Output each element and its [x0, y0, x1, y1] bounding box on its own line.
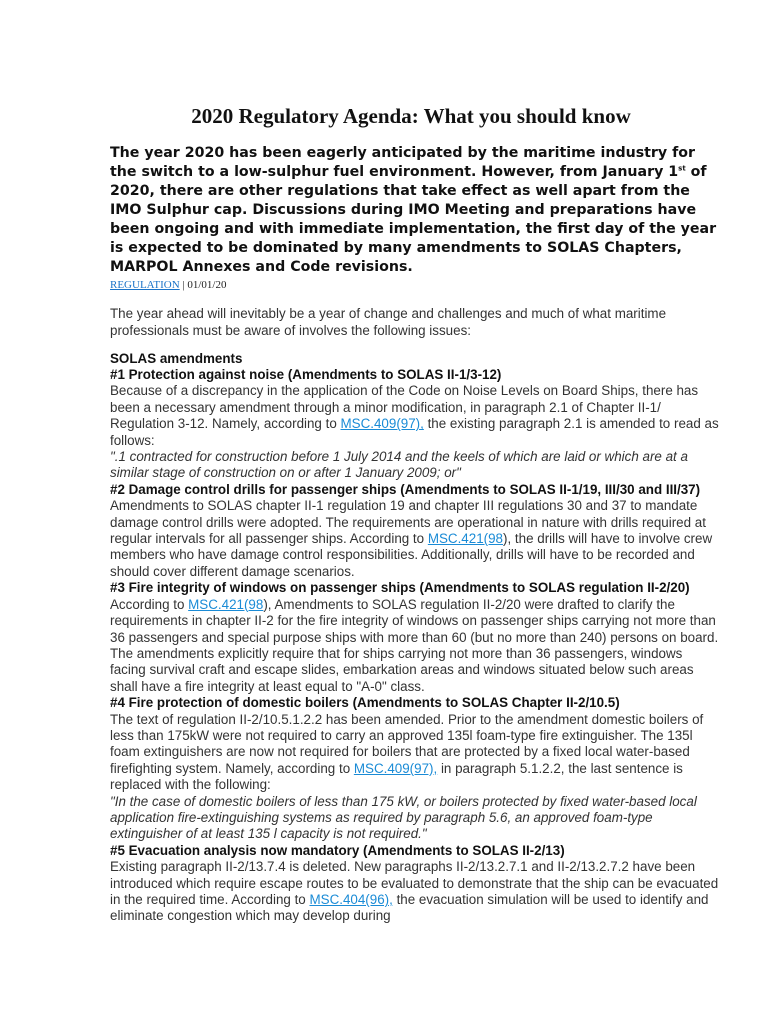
- item-3-text-b: ), Amendments to SOLAS regulation II-2/20 were drafted to clarify the requirements in chapter II-2 for the fire integrity of windows on passenger ships carrying not more than 36 passengers and special purpose ships with more than 60 (but no more than 240) persons on board. The amendments explicitly require that for ships carrying not more than 36 passengers, windows facing survival craft and escape slides, embarkation areas and windows situated below such areas shall have a fire integrity at least equal to "A-0" class.: [110, 596, 719, 694]
- ordinal-superscript: st: [678, 164, 686, 173]
- item-3-text: [110, 597, 720, 695]
- item-4-quote: "In the case of domestic boilers of less than 175 kW, or boilers protected by fixed water-based local application fire-extinguishing systems as required by paragraph 5.6, an approved foam-type extinguisher of at least 135 l capacity is not required.": [110, 793, 697, 842]
- item-4-heading-a: #4 F: [110, 695, 137, 711]
- msc-409-link-2[interactable]: MSC.409(97),: [353, 760, 438, 776]
- msc-421-link[interactable]: MSC.421(98: [427, 531, 504, 547]
- msc-421-link-2[interactable]: MSC.421(98: [188, 596, 264, 612]
- lead-text-part1: The year 2020 has been eagerly anticipated by the maritime industry for the switch to a low-sulphur fuel environment. However, from January 1: [110, 145, 696, 180]
- item-4-text-a: The text of regulation II-2/10.5.1.2.2 has been amended. Prior to the amendment domestic boilers of less than 175kW were not required to carry an approved 135l foam-type fire extinguisher. The 135l foam extinguishers are now not required for boilers that are protected by a fixed local water-based firefighting system. Namely, according to: [110, 711, 704, 776]
- item-1-text: [110, 383, 720, 449]
- publish-date: 01/01/20: [187, 279, 227, 291]
- item-2-text: [110, 498, 720, 580]
- msc-409-link[interactable]: MSC.409(97),: [340, 416, 424, 432]
- item-5-heading: #5 Evacuation analysis now mandatory (Amendments to SOLAS II-2/13): [110, 842, 565, 858]
- item-5-text: [110, 859, 720, 925]
- lead-paragraph: [110, 144, 720, 277]
- item-1-text-a: Because of a discrepancy in the application of the Code on Noise Levels on Board Ships, there has been a necessary amendment through a minor modification, in paragraph 2.1 of Chapter II-1/ Regulation 3-12. Namely, according to: [110, 383, 699, 432]
- item-1-text-b: the existing paragraph 2.1 is amended to read as follows:: [110, 416, 719, 448]
- item-1-heading: #1 Protection against noise (Amendments to SOLAS II-1/3-12): [110, 367, 502, 382]
- section-heading: SOLAS amendments: [110, 351, 243, 366]
- item-4-text: [110, 712, 720, 794]
- item-1-quote: ".1 contracted for construction before 1 July 2014 and the keels of which are laid or which are at a similar stage of construction on or after 1 January 2009; or": [110, 449, 688, 481]
- item-2-heading: #2 Damage control drills for passenger ships (Amendments to SOLAS II-1/19, III/30 and III/37): [110, 481, 701, 497]
- article-meta: [110, 279, 720, 292]
- item-5-text-b: the evacuation simulation will be used to identify and eliminate congestion which may develop during: [110, 892, 709, 924]
- item-2-text-a: Amendments to SOLAS chapter II-1 regulation 19 and chapter III regulations 30 and 37 to mandate damage control drills were adopted. The requirements are operational in nature with drills required at regular intervals for all passenger ships. According to: [110, 498, 706, 547]
- article-body: [110, 351, 720, 925]
- item-5-text-a: Existing paragraph II-2/13.7.4 is deleted. New paragraphs II-2/13.2.7.1 and II-2/13.2.7.2 have been introduced which require escape routes to be evaluated to demonstrate that the ship can be evacuated in the required time. According to: [110, 859, 719, 907]
- intro-paragraph: The year ahead will inevitably be a year of change and challenges and much of what maritime professionals must be aware of involves the following issues:: [110, 306, 667, 338]
- category-link[interactable]: REGULATION: [110, 279, 180, 291]
- item-3-heading: #3 Fire integrity of windows on passenger ships (Amendments to SOLAS regulation II-2/20): [110, 580, 690, 596]
- item-4-heading: [110, 695, 720, 711]
- lead-text-part2: of 2020, there are other regulations that take effect as well apart from the IMO Sulphur cap. Discussions during IMO Meeting and preparations have been ongoing and with immediate implementation, the first day of the year is expected to be dominated by many amendments to SOLAS Chapters, MARPOL Annexes and Code revisions.: [110, 164, 717, 275]
- item-3-text-pre: According to: [110, 596, 189, 612]
- item-2-text-b: ), the drills will have to involve crew members who have damage control responsibilities. Additionally, drills will have to be recorded and should cover different damage scenarios.: [110, 531, 713, 579]
- item-4-text-b: in paragraph 5.1.2.2, the last sentence is replaced with the following:: [110, 760, 683, 793]
- msc-404-link[interactable]: MSC.404(96),: [309, 892, 393, 907]
- item-4-heading-b: ire protection of domestic boilers (Amendments to SOLAS Chapter II-2/10.5): [136, 695, 620, 711]
- page-title: 2020 Regulatory Agenda: What you should know: [191, 104, 631, 128]
- meta-separator: |: [179, 279, 188, 291]
